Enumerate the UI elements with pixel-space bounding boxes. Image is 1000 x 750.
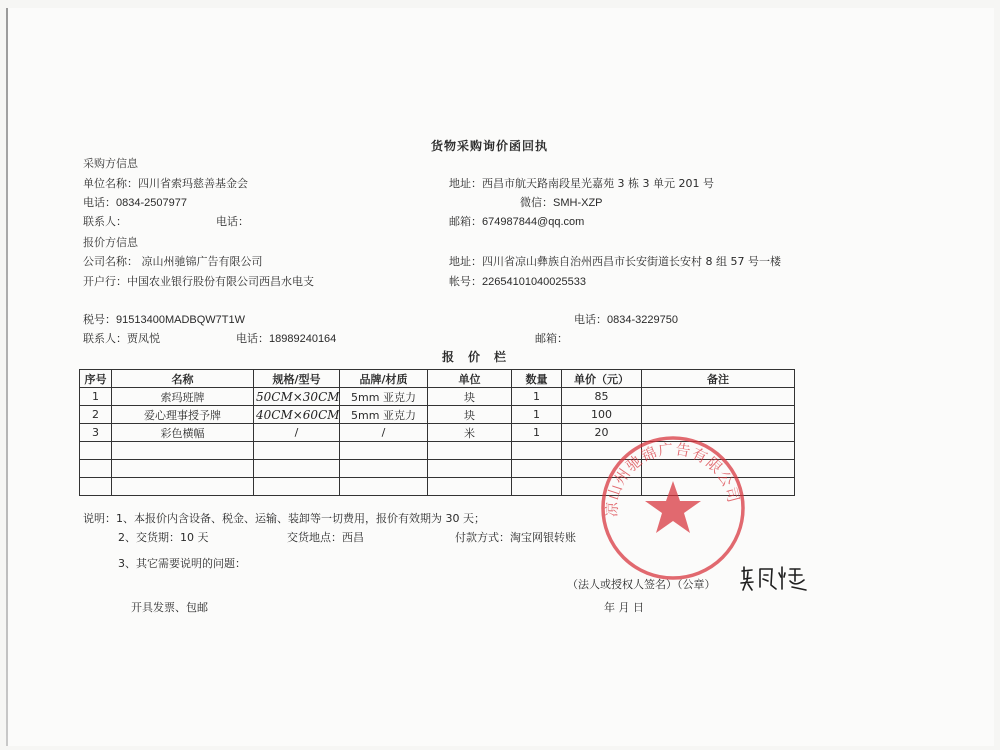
supplier-phone: 电话：0834-3229750 — [574, 314, 678, 326]
document-title: 货物采购询价函回执 — [431, 139, 549, 153]
table-cell — [254, 478, 340, 496]
table-cell — [254, 442, 340, 460]
table-cell: 1 — [512, 388, 562, 406]
col-header: 单位 — [428, 370, 512, 388]
buyer-phone: 电话：0834-2507977 — [83, 197, 187, 209]
company-seal — [598, 433, 748, 583]
table-cell — [80, 460, 112, 478]
table-cell: 米 — [428, 424, 512, 442]
table-cell — [512, 478, 562, 496]
col-header: 单价（元） — [562, 370, 642, 388]
buyer-tel: 电话： — [216, 215, 249, 228]
table-cell — [428, 478, 512, 496]
col-header: 备注 — [642, 370, 795, 388]
seal-text: 凉山州驰锦广告有限公司 — [602, 440, 743, 518]
table-cell: 5mm 亚克力 — [340, 388, 428, 406]
note-line-3: 3、其它需要说明的问题： — [118, 557, 246, 570]
table-cell: / — [254, 424, 340, 442]
supplier-account: 帐号：22654101040025533 — [449, 276, 587, 288]
supplier-bank: 开户行：中国农业银行股份有限公司西昌水电支 — [83, 275, 314, 288]
buyer-section-label: 采购方信息 — [83, 157, 138, 170]
table-cell — [340, 460, 428, 478]
table-cell — [512, 442, 562, 460]
table-cell: 彩色横幅 — [112, 424, 254, 442]
table-cell: 块 — [428, 406, 512, 424]
table-cell — [112, 478, 254, 496]
table-cell: 块 — [428, 388, 512, 406]
col-header: 数量 — [512, 370, 562, 388]
supplier-section-label: 报价方信息 — [83, 236, 138, 249]
table-cell: 40CM×60CM — [254, 406, 340, 424]
table-cell: 85 — [562, 388, 642, 406]
supplier-email: 邮箱： — [535, 332, 568, 345]
note-delivery: 2、交货期：10 天 — [118, 531, 209, 544]
table-cell — [80, 442, 112, 460]
supplier-company: 公司名称： 凉山州驰锦广告有限公司 — [83, 255, 263, 268]
star-icon — [645, 481, 701, 533]
note-invoice: 开具发票、包邮 — [131, 601, 208, 614]
table-cell: 3 — [80, 424, 112, 442]
table-cell: / — [340, 424, 428, 442]
table-cell: 5mm 亚克力 — [340, 406, 428, 424]
table-cell: 1 — [512, 406, 562, 424]
table-cell — [80, 478, 112, 496]
quote-header-row — [80, 370, 795, 388]
table-cell — [112, 460, 254, 478]
table-cell — [642, 388, 795, 406]
table-cell — [428, 442, 512, 460]
quote-heading: 报价栏 — [442, 350, 521, 364]
col-header: 品牌/材质 — [340, 370, 428, 388]
table-cell — [112, 442, 254, 460]
table-cell — [642, 406, 795, 424]
table-cell — [512, 460, 562, 478]
table-cell: 2 — [80, 406, 112, 424]
buyer-contact: 联系人： — [83, 215, 127, 228]
table-cell — [340, 442, 428, 460]
table-cell: 爱心理事授予牌 — [112, 406, 254, 424]
sign-label: （法人或授权人签名）（公章） — [567, 578, 716, 591]
note-payment: 付款方式：淘宝网银转账 — [455, 531, 576, 544]
sign-date: 年 月 日 — [604, 601, 644, 614]
note-line-1: 说明：1、本报价内含设备、税金、运输、装卸等一切费用，报价有效期为 30 天； — [83, 512, 485, 525]
buyer-email: 邮箱：674987844@qq.com — [449, 216, 585, 228]
buyer-wechat: 微信：SMH-XZP — [520, 197, 603, 209]
table-row — [80, 406, 795, 424]
table-cell — [428, 460, 512, 478]
col-header: 规格/型号 — [254, 370, 340, 388]
table-row — [80, 388, 795, 406]
col-header: 序号 — [80, 370, 112, 388]
table-cell: 1 — [512, 424, 562, 442]
buyer-unit: 单位名称：四川省索玛慈善基金会 — [83, 177, 248, 190]
table-cell — [254, 460, 340, 478]
table-cell: 索玛班牌 — [112, 388, 254, 406]
table-cell: 100 — [562, 406, 642, 424]
note-location: 交货地点：西昌 — [287, 531, 364, 544]
supplier-tax: 税号：91513400MADBQW7T1W — [83, 314, 245, 326]
table-cell: 1 — [80, 388, 112, 406]
col-header: 名称 — [112, 370, 254, 388]
supplier-tel: 电话：18989240164 — [236, 333, 337, 345]
table-cell — [340, 478, 428, 496]
supplier-address: 地址：四川省凉山彝族自治州西昌市长安街道长安村 8 组 57 号一楼 — [449, 255, 781, 268]
table-cell: 50CM×30CM — [254, 388, 340, 406]
handwritten-signature — [738, 563, 810, 593]
buyer-address: 地址：西昌市航天路南段星光嘉苑 3 栋 3 单元 201 号 — [449, 177, 714, 190]
supplier-contact: 联系人：贾凤悦 — [83, 332, 160, 345]
table-cell: 20 — [562, 424, 642, 442]
